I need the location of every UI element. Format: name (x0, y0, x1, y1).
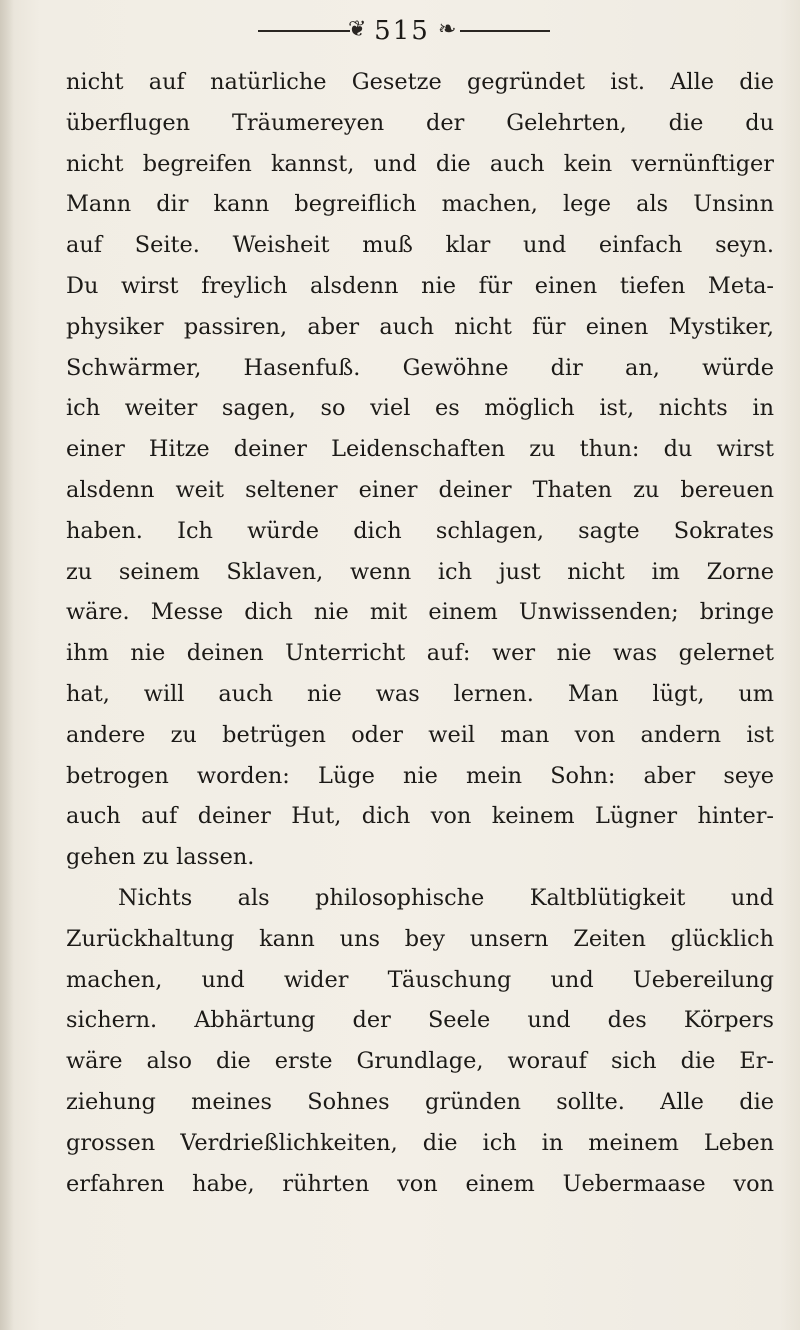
text-line: auf Seite. Weisheit muß klar und einfach seyn. (66, 232, 774, 259)
text-line: hat, will auch nie was lernen. Man lügt, um (66, 680, 774, 707)
text-line: auch auf deiner Hut, dich von keinem Lügner hinter- (66, 803, 774, 830)
text-line: haben. Ich würde dich schlagen, sagte Sokrates (66, 517, 774, 544)
body-text (66, 62, 774, 1204)
text-line: Du wirst freylich alsdenn nie für einen tiefen Meta- (66, 272, 774, 299)
right-ornament-icon: ❧ (438, 17, 457, 42)
text-line: erfahren habe, rührten von einem Uebermaase von (66, 1170, 774, 1197)
text-line: zu seinem Sklaven, wenn ich just nicht im Zorne (66, 558, 774, 585)
text-line: grossen Verdrießlichkeiten, die ich in meinem Leben (66, 1129, 774, 1156)
text-line: betrogen worden: Lüge nie mein Sohn: aber seye (66, 762, 774, 789)
left-ornament-rule (258, 30, 350, 32)
text-line: nicht begreifen kannst, und die auch kein vernünftiger (66, 150, 774, 177)
text-line: sichern. Abhärtung der Seele und des Körpers (66, 1007, 774, 1034)
text-line: alsdenn weit seltener einer deiner Thaten zu bereuen (66, 476, 774, 503)
paragraph-1 (66, 62, 774, 878)
text-line: machen, und wider Täuschung und Uebereilung (66, 966, 774, 993)
page-number: 515 (374, 16, 430, 46)
text-line: gehen zu lassen. (66, 844, 255, 871)
text-line: überflugen Träumereyen der Gelehrten, die du (66, 109, 774, 136)
binding-shadow (0, 0, 14, 1330)
text-line: ihm nie deinen Unterricht auf: wer nie was gelernet (66, 640, 774, 667)
text-line: ziehung meines Sohnes gründen sollte. Alle die (66, 1088, 774, 1115)
text-line: nicht auf natürliche Gesetze gegründet ist. Alle die (66, 69, 774, 95)
text-line: wäre. Messe dich nie mit einem Unwissenden; bringe (66, 599, 774, 626)
left-ornament-icon: ❦ (348, 17, 367, 42)
text-line: physiker passiren, aber auch nicht für einen Mystiker, (66, 313, 774, 340)
text-line: Mann dir kann begreiflich machen, lege als Unsinn (66, 191, 774, 218)
text-line: Zurückhaltung kann uns bey unsern Zeiten glücklich (66, 925, 774, 952)
text-line: Schwärmer, Hasenfuß. Gewöhne dir an, würde (66, 354, 774, 381)
text-line: andere zu betrügen oder weil man von andern ist (66, 721, 774, 748)
text-line: wäre also die erste Grundlage, worauf sich die Er- (66, 1048, 774, 1075)
text-line: ich weiter sagen, so viel es möglich ist, nichts in (66, 395, 774, 422)
paragraph-2 (66, 878, 774, 1204)
text-line: einer Hitze deiner Leidenschaften zu thun: du wirst (66, 436, 774, 463)
right-ornament-rule (460, 30, 550, 32)
page-header (0, 14, 800, 54)
text-line: Nichts als philosophische Kaltblütigkeit und (118, 884, 774, 911)
